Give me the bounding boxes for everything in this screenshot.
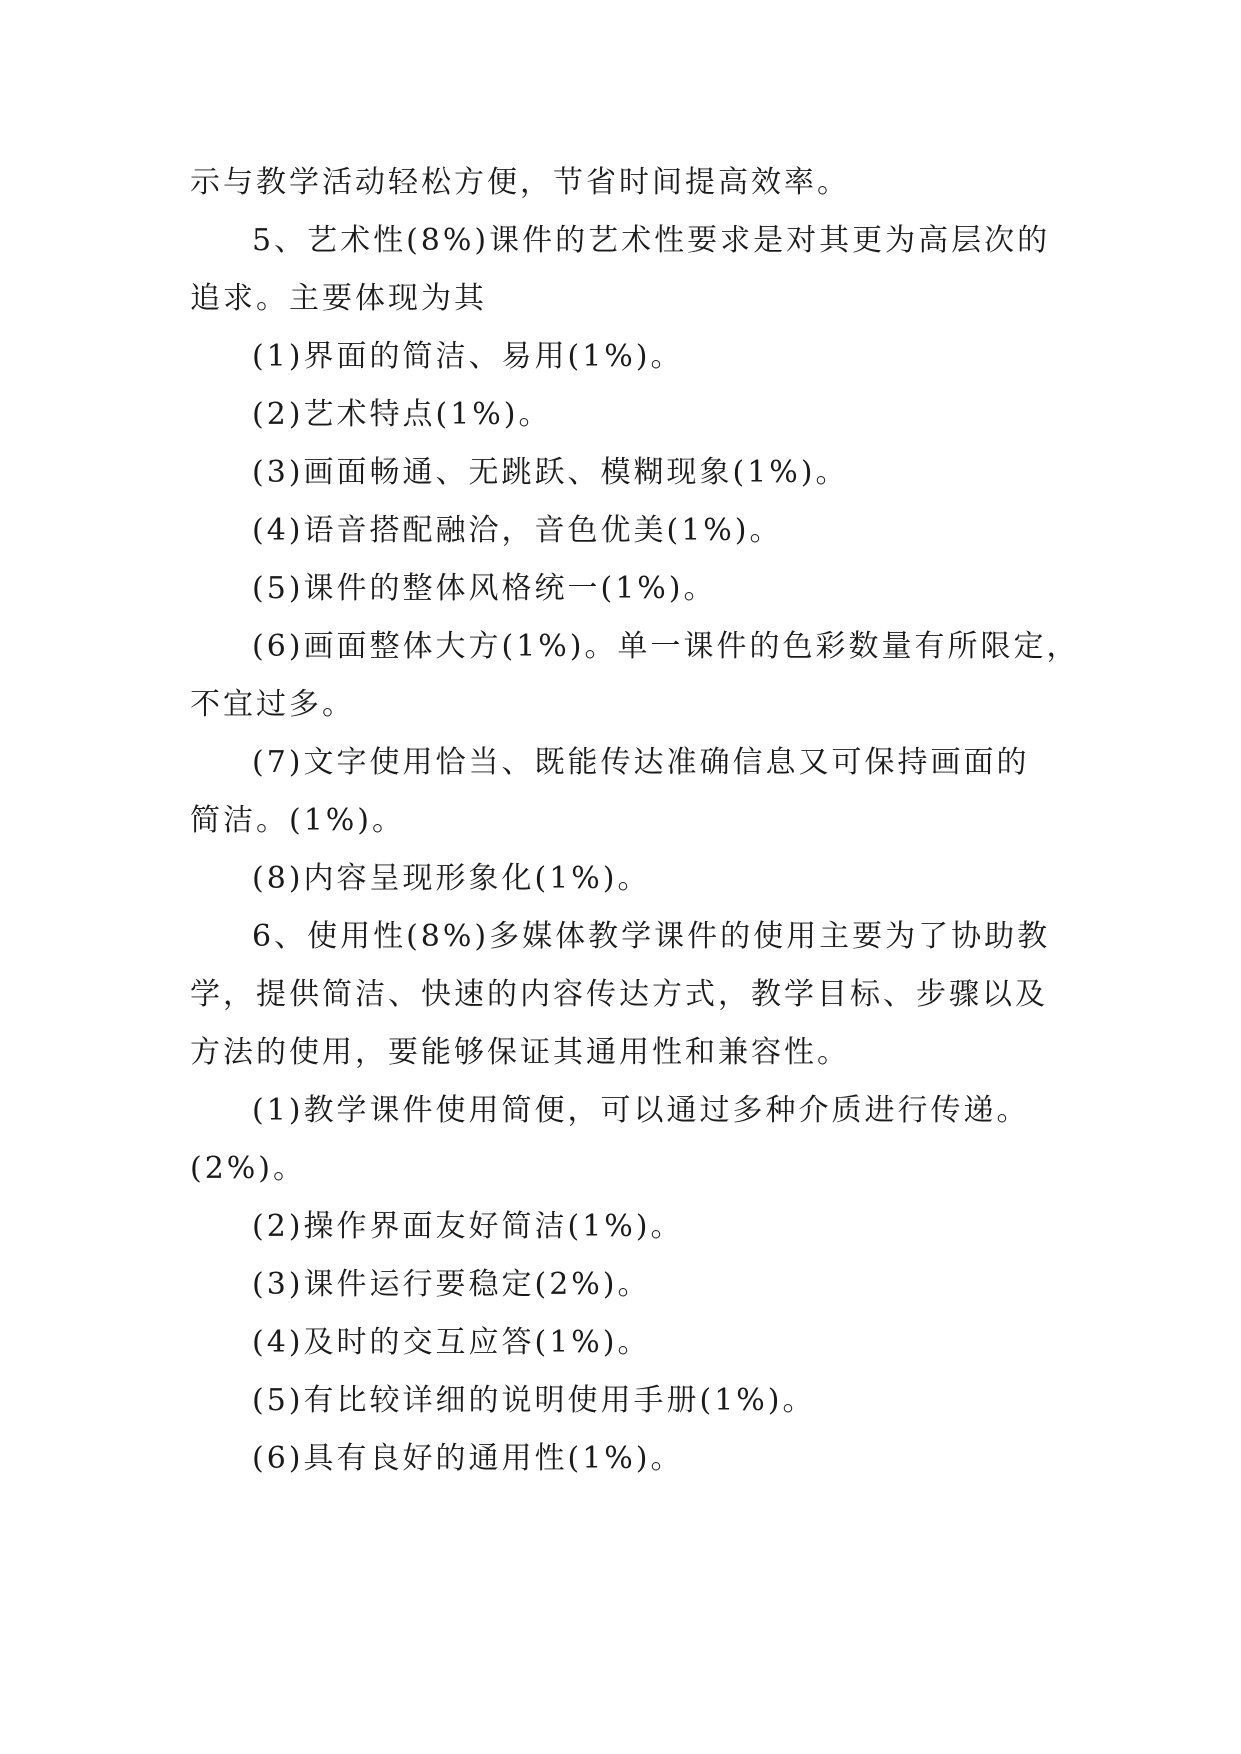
list-item: (6)具有良好的通用性(1%)。 — [252, 1441, 684, 1476]
list-item: (8)内容呈现形象化(1%)。 — [252, 861, 651, 896]
list-item: (2)操作界面友好简洁(1%)。 — [252, 1209, 684, 1244]
section-heading: 5、艺术性(8%)课件的艺术性要求是对其更为高层次的 — [252, 223, 1051, 258]
section-heading: 6、使用性(8%)多媒体教学课件的使用主要为了协助教 — [252, 919, 1051, 954]
list-item: (5)课件的整体风格统一(1%)。 — [252, 571, 717, 606]
list-item: (7)文字使用恰当、既能传达准确信息又可保持画面的 — [252, 745, 1030, 780]
text-line: 追求。主要体现为其 — [190, 281, 487, 316]
list-item: (1)界面的简洁、易用(1%)。 — [252, 339, 684, 374]
text-line: 不宜过多。 — [190, 687, 355, 722]
text-line: (2%)。 — [190, 1151, 307, 1186]
list-item: (6)画面整体大方(1%)。单一课件的色彩数量有所限定， — [252, 629, 1080, 664]
list-item: (5)有比较详细的说明使用手册(1%)。 — [252, 1383, 816, 1418]
list-item: (4)语音搭配融洽，音色优美(1%)。 — [252, 513, 783, 548]
text-line: 简洁。(1%)。 — [190, 803, 406, 838]
list-item: (1)教学课件使用简便，可以通过多种介质进行传递。 — [252, 1093, 1030, 1128]
list-item: (2)艺术特点(1%)。 — [252, 397, 552, 432]
text-line: 方法的使用，要能够保证其通用性和兼容性。 — [190, 1035, 850, 1070]
list-item: (4)及时的交互应答(1%)。 — [252, 1325, 651, 1360]
text-line: 学，提供简洁、快速的内容传达方式，教学目标、步骤以及 — [190, 977, 1048, 1012]
list-item: (3)课件运行要稳定(2%)。 — [252, 1267, 651, 1302]
text-line: 示与教学活动轻松方便，节省时间提高效率。 — [190, 165, 850, 200]
list-item: (3)画面畅通、无跳跃、模糊现象(1%)。 — [252, 455, 849, 490]
